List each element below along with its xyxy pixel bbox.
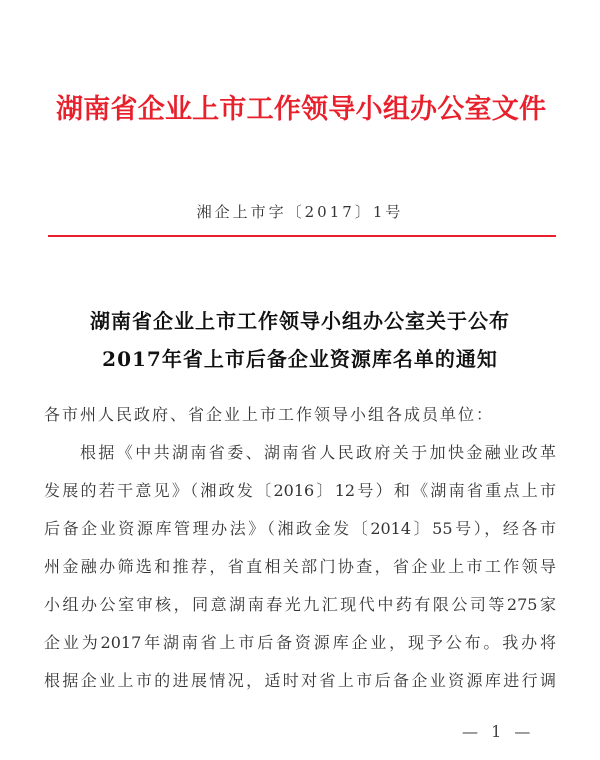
- red-divider-line: [48, 235, 556, 237]
- body-line: 小组办公室审核，同意湖南春光九汇现代中药有限公司等275家: [44, 595, 556, 614]
- body-line: 企业为2017年湖南省上市后备资源库企业，现予公布。我办将: [44, 633, 556, 652]
- salutation: 各市州人民政府、省企业上市工作领导小组各成员单位：: [44, 405, 495, 424]
- body-line: 后备企业资源库管理办法》（湘政金发〔2014〕55号），经各市: [44, 519, 556, 538]
- body-line: 州金融办筛选和推荐，省直相关部门协查，省企业上市工作领导: [44, 557, 556, 576]
- page-number: — 1 —: [462, 722, 535, 741]
- notice-title-line-2: 2017年省上市后备企业资源库名单的通知: [102, 347, 498, 371]
- notice-title-line-1: 湖南省企业上市工作领导小组办公室关于公布: [90, 309, 510, 333]
- body-line: 根据《中共湖南省委、湖南省人民政府关于加快金融业改革: [80, 443, 556, 462]
- body-line: 根据企业上市的进展情况，适时对省上市后备企业资源库进行调: [44, 671, 556, 690]
- document-number: 湘企上市字〔2017〕1号: [196, 203, 404, 221]
- body-line: 发展的若干意见》（湘政发〔2016〕12号）和《湖南省重点上市: [44, 481, 556, 500]
- issuer-red-header: 湖南省企业上市工作领导小组办公室文件: [56, 94, 546, 125]
